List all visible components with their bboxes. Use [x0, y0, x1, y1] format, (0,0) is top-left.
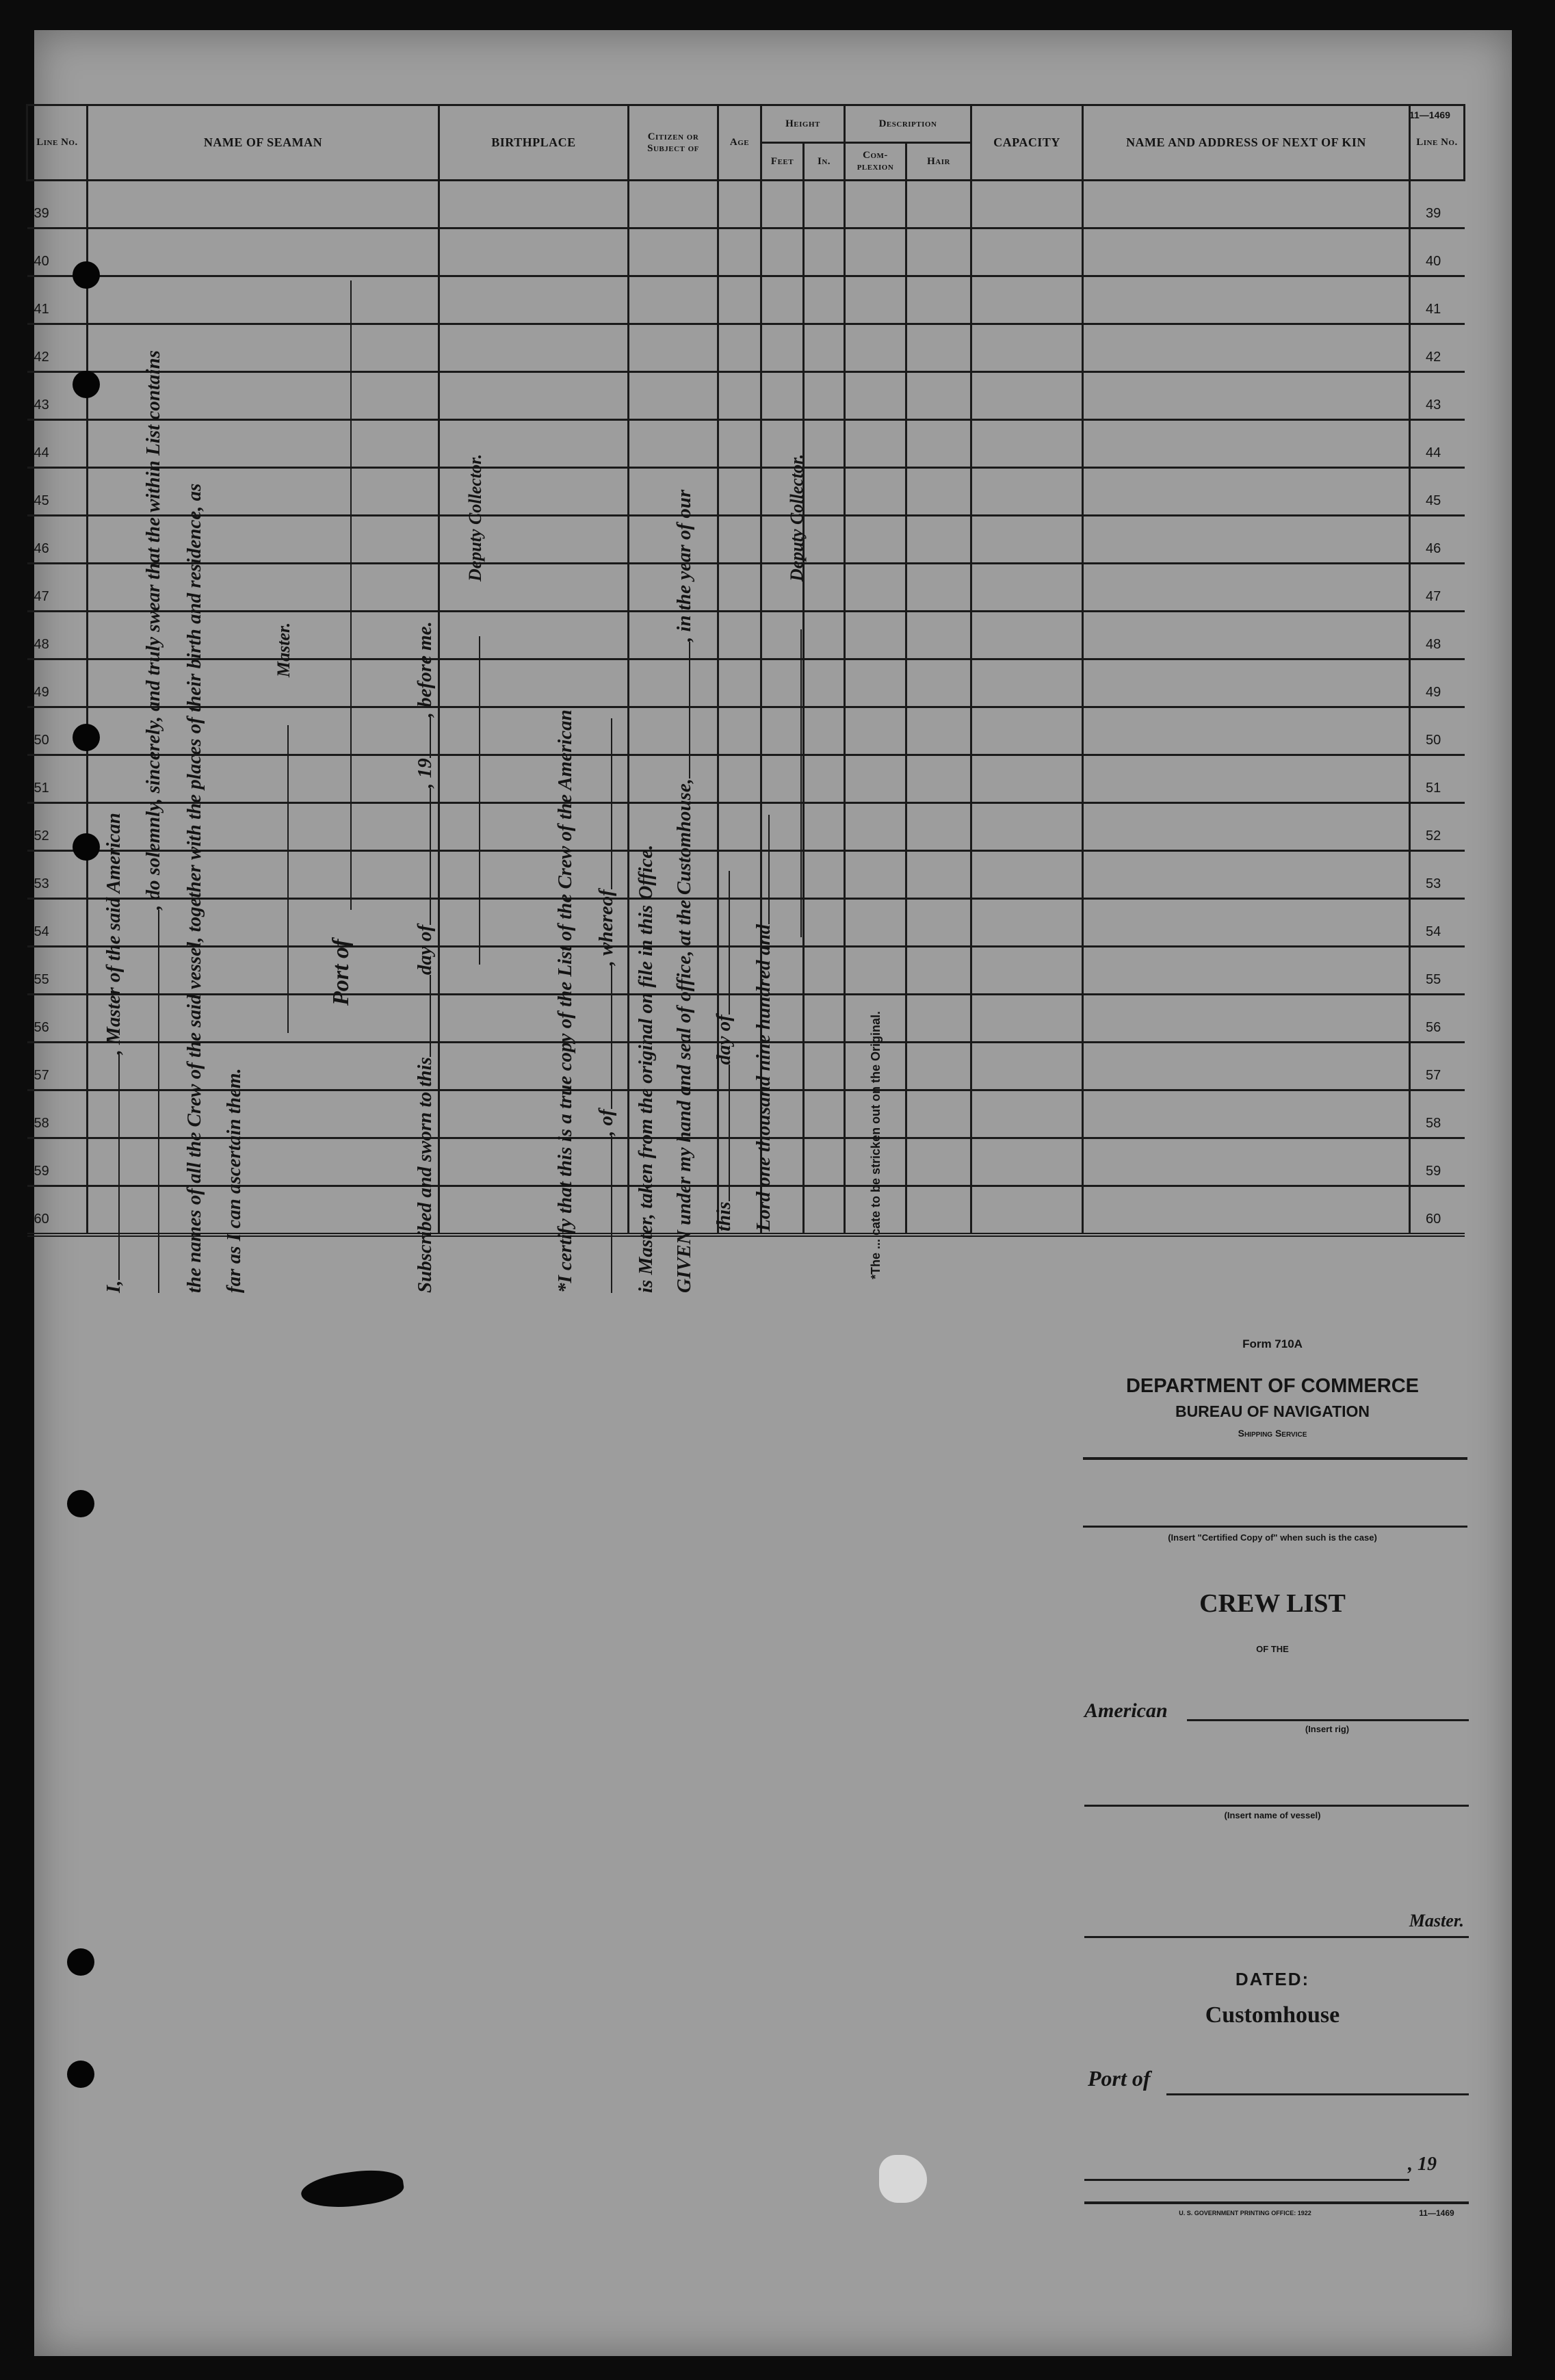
capacity-cell[interactable] [971, 324, 1083, 372]
punch-hole [73, 833, 100, 861]
line-no-right-cell: 52 [1410, 803, 1465, 851]
lord-line [753, 815, 775, 1231]
next-of-kin-cell[interactable] [1083, 181, 1410, 228]
capacity-header: CAPACITY [971, 105, 1083, 181]
given-this: this [713, 1201, 735, 1231]
capacity-cell[interactable] [971, 468, 1083, 516]
oath-line-4: far as I can ascertain them. [223, 1068, 245, 1293]
oath-block [103, 322, 958, 1293]
hair-cell[interactable] [906, 276, 971, 324]
next-of-kin-cell[interactable] [1083, 276, 1410, 324]
cover-printer: U. S. GOVERNMENT PRINTING OFFICE: 1922 [1179, 2210, 1311, 2216]
next-of-kin-cell[interactable] [1083, 1186, 1410, 1235]
capacity-cell[interactable] [971, 947, 1083, 995]
oath-master-of-american: , Master of the said American [103, 813, 125, 1055]
line-no-cell: 39 [27, 181, 88, 228]
cover-insert-certified: (Insert "Certified Copy of" when such is the case) [1168, 1532, 1377, 1543]
capacity-cell[interactable] [971, 1186, 1083, 1235]
cover-american: American [1084, 1699, 1168, 1722]
next-of-kin-cell[interactable] [1083, 1043, 1410, 1090]
subscribed-day-of: day of [414, 924, 436, 976]
line-no-right-cell: 43 [1410, 372, 1465, 420]
birthplace-cell[interactable] [439, 181, 629, 228]
oath-i: I, [103, 1280, 125, 1293]
next-of-kin-cell[interactable] [1083, 372, 1410, 420]
inches-cell[interactable] [804, 228, 845, 276]
capacity-cell[interactable] [971, 899, 1083, 947]
feet-cell[interactable] [761, 181, 804, 228]
capacity-cell[interactable] [971, 516, 1083, 564]
citizen-cell[interactable] [629, 276, 718, 324]
line-no-right-cell: 47 [1410, 564, 1465, 612]
cover-insert-vessel: (Insert name of vessel) [1224, 1810, 1321, 1820]
line-no-right-cell: 44 [1410, 420, 1465, 468]
port-of-line[interactable] [1166, 2093, 1469, 2095]
capacity-cell[interactable] [971, 851, 1083, 899]
line-no-cell: 55 [27, 947, 88, 995]
line-no-cell: 57 [27, 1043, 88, 1090]
cover-year: , 19 [1408, 2154, 1437, 2175]
deputy-collector-caption-2: Deputy Collector. [787, 454, 807, 581]
capacity-cell[interactable] [971, 707, 1083, 755]
cover-customhouse: Customhouse [1205, 2002, 1340, 2028]
line-no-right-cell: 40 [1410, 228, 1465, 276]
oath-line-2 [142, 350, 165, 1293]
subscribed-year: , 19 [414, 758, 436, 788]
table-row [27, 228, 1465, 276]
master-line[interactable] [1084, 1936, 1469, 1938]
torn-corner [879, 2155, 927, 2203]
line-no-cell: 43 [27, 372, 88, 420]
next-of-kin-cell[interactable] [1083, 803, 1410, 851]
certified-copy-blank[interactable] [1083, 1526, 1467, 1528]
birthplace-cell[interactable] [439, 228, 629, 276]
next-of-kin-cell[interactable] [1083, 947, 1410, 995]
cover-rule-1 [1083, 1457, 1467, 1460]
capacity-cell[interactable] [971, 1090, 1083, 1138]
line-no-right-cell: 60 [1410, 1186, 1465, 1235]
line-no-cell: 42 [27, 324, 88, 372]
line-no-right-cell: 55 [1410, 947, 1465, 995]
punch-hole [67, 1948, 94, 1976]
is-master-line: is Master, taken from the original on file in this Office. [635, 844, 657, 1293]
line-no-cell: 53 [27, 851, 88, 899]
line-no-right-cell: 50 [1410, 707, 1465, 755]
vessel-name-blank[interactable] [157, 910, 159, 1293]
cover-form-number-bottom: 11—1469 [1419, 2208, 1454, 2218]
this-day-line [713, 871, 735, 1231]
age-cell[interactable] [718, 181, 761, 228]
complexion-cell[interactable] [845, 228, 906, 276]
line-no-right-cell: 56 [1410, 995, 1465, 1043]
punch-hole [73, 261, 100, 289]
next-of-kin-cell[interactable] [1083, 420, 1410, 468]
subscribed-before-me: , before me. [414, 621, 436, 718]
line-no-cell: 46 [27, 516, 88, 564]
name-header: NAME OF SEAMAN [88, 105, 439, 181]
top-form-number: 11—1469 [1409, 109, 1450, 120]
line-no-cell: 54 [27, 899, 88, 947]
next-of-kin-cell[interactable] [1083, 564, 1410, 612]
certify-vessel-blank[interactable] [610, 1136, 612, 1293]
deputy-collector-signature-line-1[interactable] [479, 636, 480, 965]
cover-form-number: Form 710A [1242, 1337, 1303, 1350]
line-no-right-cell: 46 [1410, 516, 1465, 564]
port-of-label: Port of [328, 939, 354, 1006]
certify-whereof: , whereof [595, 889, 617, 966]
line-no-cell: 48 [27, 612, 88, 659]
subscribed-day-blank[interactable] [428, 975, 431, 1057]
oath-line-1 [103, 813, 125, 1293]
master-signature-line[interactable] [287, 725, 289, 1033]
cover-insert-rig: (Insert rig) [1305, 1724, 1350, 1734]
capacity-cell[interactable] [971, 420, 1083, 468]
rig-blank[interactable] [1187, 1719, 1469, 1721]
subscribed-text: Subscribed and sworn to this [414, 1057, 436, 1293]
given-day-blank[interactable] [727, 1064, 730, 1201]
cover-department: DEPARTMENT OF COMMERCE [1125, 1375, 1419, 1397]
next-of-kin-cell[interactable] [1083, 612, 1410, 659]
date-line[interactable] [1084, 2179, 1409, 2181]
next-of-kin-cell[interactable] [1083, 1138, 1410, 1186]
inches-cell[interactable] [804, 181, 845, 228]
feet-cell[interactable] [761, 276, 804, 324]
line-no-cell: 58 [27, 1090, 88, 1138]
cover-of-the: OF THE [1256, 1644, 1289, 1654]
line-no-right-cell: 41 [1410, 276, 1465, 324]
cover-master: Master. [1409, 1911, 1464, 1931]
punch-hole [73, 371, 100, 398]
punch-hole [73, 724, 100, 751]
complexion-cell[interactable] [845, 181, 906, 228]
line-no-cell: 49 [27, 659, 88, 707]
hair-cell[interactable] [906, 181, 971, 228]
next-of-kin-cell[interactable] [1083, 899, 1410, 947]
certify-master-blank[interactable] [610, 718, 612, 889]
line-no-cell: 51 [27, 755, 88, 803]
next-of-kin-cell[interactable] [1083, 995, 1410, 1043]
cover-title: CREW LIST [1199, 1589, 1346, 1618]
line-no-right-cell: 53 [1410, 851, 1465, 899]
citizen-cell[interactable] [629, 181, 718, 228]
vessel-name-line[interactable] [1084, 1805, 1469, 1807]
age-cell[interactable] [718, 276, 761, 324]
next-of-kin-cell[interactable] [1083, 755, 1410, 803]
table-row [27, 276, 1465, 324]
deputy-collector-signature-line-2[interactable] [800, 629, 802, 937]
capacity-cell[interactable] [971, 803, 1083, 851]
next-of-kin-cell[interactable] [1083, 468, 1410, 516]
citizen-header: Citizen or Subject of [629, 105, 718, 181]
deputy-collector-caption-1: Deputy Collector. [465, 454, 485, 581]
given-month-blank[interactable] [727, 871, 730, 1015]
line-no-cell: 45 [27, 468, 88, 516]
line-no-right-cell: 49 [1410, 659, 1465, 707]
cover-service: Shipping Service [1238, 1428, 1307, 1439]
of-whereof-line [595, 718, 618, 1293]
line-no-cell: 56 [27, 995, 88, 1043]
capacity-cell[interactable] [971, 659, 1083, 707]
next-of-kin-cell[interactable] [1083, 324, 1410, 372]
cover-bureau: BUREAU OF NAVIGATION [1175, 1402, 1370, 1420]
feet-header: Feet [761, 143, 804, 181]
subscribed-line [414, 621, 436, 1293]
certify-of: , of [595, 1109, 617, 1136]
subscribed-year-blank[interactable] [428, 717, 431, 758]
line-no-right-cell: 48 [1410, 612, 1465, 659]
capacity-cell[interactable] [971, 755, 1083, 803]
hair-cell[interactable] [906, 228, 971, 276]
inches-header: In. [804, 143, 845, 181]
line-no-cell: 44 [27, 420, 88, 468]
oath-line-3: the names of all the Crew of the said vessel, together with the places of their birth and residence, as [183, 483, 205, 1293]
certify-line: *I certify that this is a true copy of the List of the Crew of the American [554, 709, 576, 1293]
given-year-blank[interactable] [767, 815, 770, 924]
oath-swear-text: , do solemnly, sincerely, and truly swear that the within List contains [142, 350, 164, 910]
given-day-of: day of [713, 1015, 735, 1065]
next-of-kin-cell[interactable] [1083, 851, 1410, 899]
capacity-cell[interactable] [971, 181, 1083, 228]
cover-dated: DATED: [1235, 1969, 1310, 1989]
capacity-cell[interactable] [971, 564, 1083, 612]
capacity-cell[interactable] [971, 228, 1083, 276]
next-of-kin-cell[interactable] [1083, 516, 1410, 564]
line-no-right-cell: 45 [1410, 468, 1465, 516]
given-line [673, 490, 696, 1293]
cover-port-of: Port of [1088, 2066, 1151, 2091]
table-row [27, 181, 1465, 228]
oath-footnote: *The ... cate to be stricken out on the Original. [869, 1010, 883, 1279]
line-no-cell: 50 [27, 707, 88, 755]
given-text: GIVEN under my hand and seal of office, at the Customhouse, [673, 779, 695, 1293]
line-no-right-cell: 59 [1410, 1138, 1465, 1186]
age-header: Age [718, 105, 761, 181]
line-no-right-cell: 58 [1410, 1090, 1465, 1138]
line-no-right-header: Line No. [1410, 105, 1465, 181]
line-no-cell: 60 [27, 1186, 88, 1235]
name-cell[interactable] [88, 276, 439, 324]
capacity-cell[interactable] [971, 1138, 1083, 1186]
given-year-of-our: , in the year of our [673, 489, 695, 642]
next-of-kin-cell[interactable] [1083, 659, 1410, 707]
capacity-cell[interactable] [971, 276, 1083, 324]
line-no-cell: 41 [27, 276, 88, 324]
line-no-right-cell: 57 [1410, 1043, 1465, 1090]
given-customhouse-blank[interactable] [688, 642, 690, 779]
given-lord-text: Lord one thousand nine hundred and [753, 924, 774, 1231]
line-no-cell: 47 [27, 564, 88, 612]
name-cell[interactable] [88, 228, 439, 276]
height-header: Height [761, 105, 845, 143]
line-no-right-cell: 39 [1410, 181, 1465, 228]
inches-cell[interactable] [804, 276, 845, 324]
hair-header: Hair [906, 143, 971, 181]
line-no-cell: 40 [27, 228, 88, 276]
capacity-cell[interactable] [971, 372, 1083, 420]
line-no-cell: 52 [27, 803, 88, 851]
birthplace-header: BIRTHPLACE [439, 105, 629, 181]
line-no-header: Line No. [27, 105, 88, 181]
line-no-right-cell: 51 [1410, 755, 1465, 803]
master-caption: Master. [274, 622, 293, 677]
capacity-cell[interactable] [971, 995, 1083, 1043]
master-name-blank[interactable] [117, 1054, 120, 1280]
next-of-kin-cell[interactable] [1083, 1090, 1410, 1138]
complexion-cell[interactable] [845, 276, 906, 324]
punch-hole [67, 1490, 94, 1517]
age-cell[interactable] [718, 228, 761, 276]
subscribed-month-blank[interactable] [428, 788, 431, 925]
citizen-cell[interactable] [629, 228, 718, 276]
feet-cell[interactable] [761, 228, 804, 276]
next-of-kin-header: NAME AND ADDRESS OF NEXT OF KIN [1083, 105, 1410, 181]
capacity-cell[interactable] [971, 1043, 1083, 1090]
complexion-header: Com- plexion [845, 143, 906, 181]
port-of-blank[interactable] [350, 280, 352, 910]
line-no-right-cell: 42 [1410, 324, 1465, 372]
line-no-right-cell: 54 [1410, 899, 1465, 947]
next-of-kin-cell[interactable] [1083, 707, 1410, 755]
capacity-cell[interactable] [971, 612, 1083, 659]
line-no-cell: 59 [27, 1138, 88, 1186]
certify-port-blank[interactable] [610, 965, 612, 1109]
cover-bottom-rule [1084, 2201, 1469, 2204]
next-of-kin-cell[interactable] [1083, 228, 1410, 276]
punch-hole [67, 2061, 94, 2088]
birthplace-cell[interactable] [439, 276, 629, 324]
name-cell[interactable] [88, 181, 439, 228]
description-header: Description [845, 105, 971, 143]
